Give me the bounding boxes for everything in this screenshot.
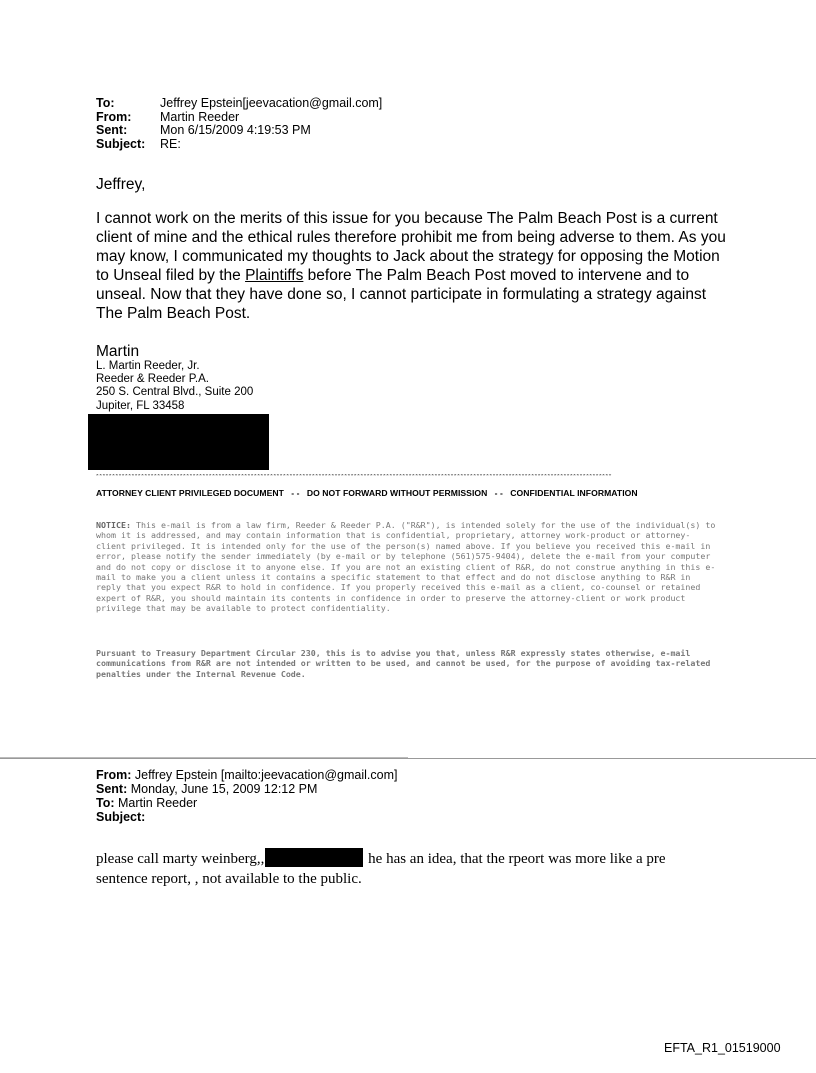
forwarded-sent-label: Sent: xyxy=(96,782,128,796)
disclaimer-separator: **************************************************************************************************************************************************************** xyxy=(96,474,612,480)
signature-address-line1: 250 S. Central Blvd., Suite 200 xyxy=(96,386,254,399)
redaction-block xyxy=(88,414,269,470)
notice-text: This e-mail is from a law firm, Reeder & Reeder P.A. ("R&R"), is intended solely for the use of the individual(s) to whom it is addressed, and may contain information that is confidential, proprietary, attorney work-product or attorney-client privileged. It is intended only for the use of the person(s) named above. If you believe you received this e-mail in error, please notify the sender immediately (by e-mail or by telephone (561)575-9404), delete the e-mail from your computer and do not copy or disclose it to anyone else. If you are not an existing client of R&R, do not construe anything in this e-mail to make you a client unless it contains a specific statement to that effect and do not disclose anything to R&R in reply that you expect R&R to hold in confidence. If you properly received this e-mail as a client, co-counsel or retained expert of R&R, you should maintain its contents in confidence in order to preserve the attorney-client or work product privilege that may be available to protect confidentiality. xyxy=(96,520,716,614)
forwarded-from-label: From: xyxy=(96,768,132,782)
from-value: Martin Reeder xyxy=(160,109,240,124)
plaintiffs-link[interactable]: Plaintiffs xyxy=(245,267,304,285)
forwarded-from-value: Jeffrey Epstein [mailto:jeevacation@gmail.com] xyxy=(131,768,398,782)
signature-name: Martin xyxy=(96,343,140,360)
body-text-part2: before The Palm Beach Post moved to intervene and to unseal. Now that they have done so, I cannot participate in formulating a strategy against The Palm Beach Post. xyxy=(96,267,707,323)
subject-value: RE: xyxy=(160,136,181,151)
sent-value: Mon 6/15/2009 4:19:53 PM xyxy=(160,123,311,137)
header-subject-row xyxy=(96,138,382,152)
to-label: To: xyxy=(96,96,115,110)
document-id: EFTA_R1_01519000 xyxy=(664,1041,781,1055)
forwarded-subject-label: Subject: xyxy=(96,810,146,824)
signature-firm: Reeder & Reeder P.A. xyxy=(96,373,209,386)
forwarded-sent-value: Monday, June 15, 2009 12:12 PM xyxy=(127,782,318,796)
header-from-row xyxy=(96,111,382,125)
forwarded-body-part1: please call marty weinberg,, xyxy=(96,851,265,867)
circular-230-notice: Pursuant to Treasury Department Circular 230, this is to advise you that, unless R&R expressly states otherwise, e-mail communications from R&R are not intended or written to be used, and cannot be used, for the purpose of avoiding tax-related penalties under the Internal Revenue Code. xyxy=(96,648,711,679)
header-sent-row xyxy=(96,124,382,138)
subject-label: Subject: xyxy=(96,136,146,151)
forwarded-body-part2: he has an idea, that the rpeort was more like a pre sentence report, , not available to the public. xyxy=(96,851,666,887)
forwarded-to-label: To: xyxy=(96,796,115,810)
from-label: From: xyxy=(96,109,132,124)
signature-block xyxy=(96,360,253,413)
forwarded-from-row xyxy=(96,768,397,782)
forwarded-body xyxy=(96,848,716,889)
signature-address-line2: Jupiter, FL 33458 xyxy=(96,399,185,412)
email-header xyxy=(96,97,382,151)
header-to-row xyxy=(96,97,382,111)
legal-notice xyxy=(96,520,720,614)
forwarded-to-value: Martin Reeder xyxy=(114,796,198,810)
notice-label: NOTICE: xyxy=(96,520,131,530)
forwarded-to-row xyxy=(96,796,397,810)
forwarded-sent-row xyxy=(96,782,397,796)
privilege-banner: ATTORNEY CLIENT PRIVILEGED DOCUMENT - - DO NOT FORWARD WITHOUT PERMISSION - - CONFIDENTIAL INFORMATION xyxy=(96,488,638,498)
signature-full-name: L. Martin Reeder, Jr. xyxy=(96,360,200,372)
sent-label: Sent: xyxy=(96,123,128,137)
forwarded-header xyxy=(96,768,397,824)
body-paragraph xyxy=(96,209,736,324)
body-text-part1: I cannot work on the merits of this issue for you because The Palm Beach Post is a current client of mine and the ethical rules therefore prohibit me from being adverse to them. As you may know, I communicated my thoughts to Jack about the strategy for opposing the Motion to Unseal filed by the xyxy=(96,210,726,285)
greeting: Jeffrey, xyxy=(96,176,146,193)
message-divider xyxy=(0,758,816,759)
to-value: Jeffrey Epstein[jeevacation@gmail.com] xyxy=(160,96,383,110)
inline-redaction xyxy=(265,848,363,867)
forwarded-subject-row xyxy=(96,810,397,824)
